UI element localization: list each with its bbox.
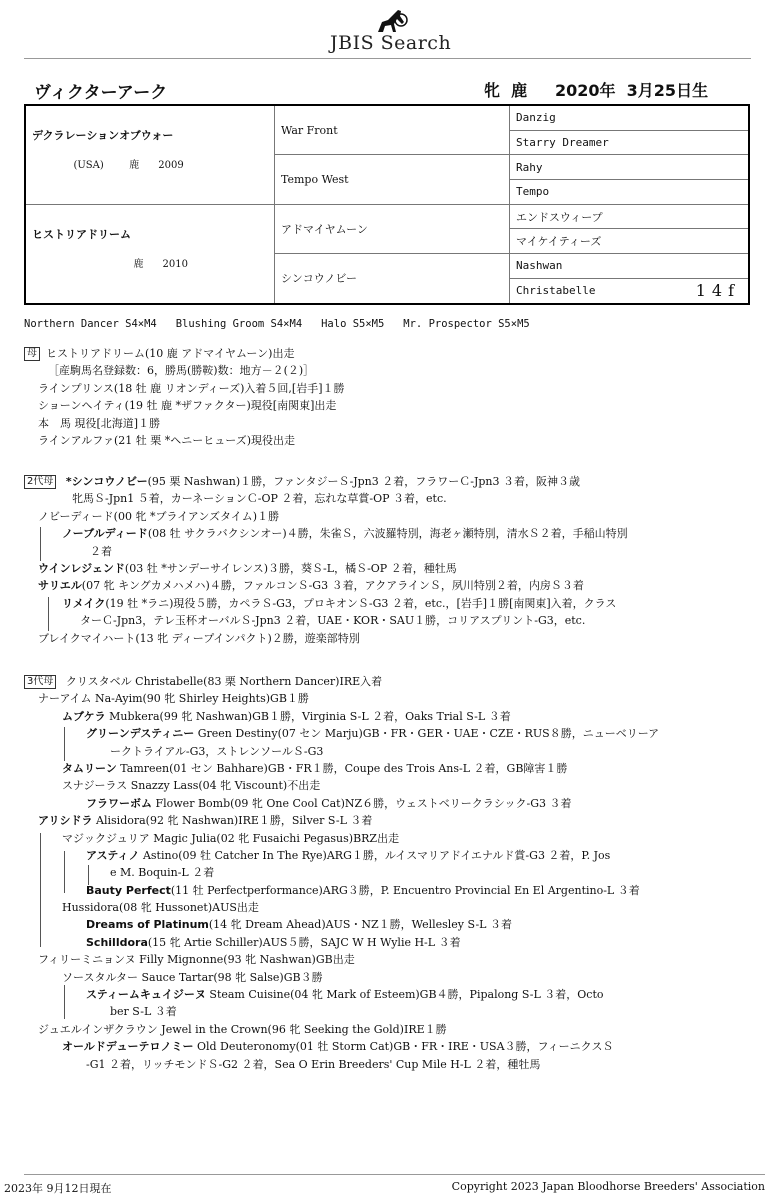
pedigree-ddd-name: Christabelle xyxy=(516,284,596,298)
dam2-tag: 2代母 xyxy=(24,475,56,489)
text: Flower Bomb(09 牝 One Cool Cat)NZ６勝，ウェストベリークラシック-G3 ３着 xyxy=(152,796,572,810)
text: Green Destiny(07 セン Marju)GB・FR・GER・UAE・CZE・RUS８勝，ニューベリーア xyxy=(194,727,660,741)
text: フィリーミニョンヌ Filly Mignonne(93 牝 Nashwan)GB出走 xyxy=(38,953,355,967)
horse-name: フラワーボム xyxy=(86,796,152,810)
text: ソースタルター Sauce Tartar(98 牝 Salse)GB３勝 xyxy=(62,970,323,984)
text: Mubkera(99 牝 Nashwan)GB１勝，Virginia S-L ２着，Oaks Trial S-L ３着 xyxy=(105,709,511,723)
horse-name: Bauty Perfect xyxy=(86,883,171,897)
dam-line: ラインアルファ(21 牡 栗 *ヘニーヒューズ)現役出走 xyxy=(38,433,296,447)
horse-name: ウインレジェンド xyxy=(38,561,125,575)
pedigree-ss: War Front xyxy=(275,105,510,155)
text: 牝馬Ｓ-Jpn1 ５着，カーネーションＣ-OP ２着，忘れな草賞-OP ３着，etc. xyxy=(72,492,447,506)
footer-copyright: Copyright 2023 Japan Bloodhorse Breeders' Association xyxy=(451,1180,765,1193)
dam3-section xyxy=(24,673,659,1073)
horse-name: Dreams of Platinum xyxy=(86,918,209,932)
pedigree-sss: Danzig xyxy=(510,105,750,130)
text: ナーアイム Na-Ayim(90 牝 Shirley Heights)GB１勝 xyxy=(38,692,309,706)
horse-name: アスティノ xyxy=(86,848,140,862)
jbis-logo[interactable] xyxy=(330,8,460,54)
dam-section xyxy=(24,345,345,449)
horse-info: 牝 鹿 2020年 3月25日生 xyxy=(484,81,709,100)
pedigree-sd: Tempo West xyxy=(275,155,510,204)
horse-name: スティームキュイジーヌ xyxy=(86,988,206,1002)
inbreeding-summary: Northern Dancer S4×M4 Blushing Groom S4×M4 Halo S5×M5 Mr. Prospector S5×M5 xyxy=(24,318,530,330)
dam-tag: 母 xyxy=(24,347,40,361)
pedigree-dss: エンドスウィープ xyxy=(510,204,750,229)
text: (07 牝 キングカメハメハ)４勝，ファルコンＳ-G3 ３着，アクアラインＳ，夙川特別２着，内房Ｓ３着 xyxy=(81,579,584,593)
lineage-bracket xyxy=(64,851,65,893)
text: ジュエルインザクラウン Jewel in the Crown(96 牝 Seeking the Gold)IRE１勝 xyxy=(38,1022,447,1036)
horse-name: ヴィクターアーク xyxy=(34,83,168,103)
sire-color: 鹿 xyxy=(129,160,140,172)
dam-color: 鹿 xyxy=(133,259,144,271)
dam-line: ヒストリアドリーム(10 鹿 アドマイヤムーン)出走 xyxy=(46,347,295,360)
dam3-tag: 3代母 xyxy=(24,675,56,689)
pedigree-table xyxy=(24,104,750,305)
text: Astino(09 牡 Catcher In The Rye)ARG１勝，ルイスマリアドイエナルド賞-G3 ２着，P. Jos xyxy=(139,848,611,862)
text: (15 牝 Artie Schiller)AUS５勝，SAJC W H Wylie H-L ３着 xyxy=(147,935,461,949)
lineage-bracket xyxy=(64,985,65,1019)
text: クリスタベル Christabelle(83 栗 Northern Dancer)IRE入着 xyxy=(65,675,383,688)
horse-name: Schilldora xyxy=(86,935,148,949)
dam-line: ラインプリンス(18 牡 鹿 リオンディーズ)入着５回,[岩手]１勝 xyxy=(38,381,345,395)
horse-name: アリシドラ xyxy=(38,814,93,828)
pedigree-sire xyxy=(25,105,275,204)
lineage-bracket xyxy=(88,865,89,885)
family-number: 14f xyxy=(695,280,740,300)
lineage-bracket xyxy=(40,833,41,947)
pedigree-dd: シンコウノビー xyxy=(275,254,510,304)
text: (14 牝 Dream Ahead)AUS・NZ１勝，Wellesley S-L ３着 xyxy=(208,918,512,932)
text: ノビーディード(00 牝 *ブライアンズタイム)１勝 xyxy=(38,509,280,523)
text: (19 牡 *ラニ)現役５勝，カペラＳ-G3，プロキオンＳ-G3 ２着，etc.，[岩手]１勝[南関東]入着，クラス xyxy=(105,596,617,610)
lineage-bracket xyxy=(64,727,65,761)
dam-name: ヒストリアドリーム xyxy=(32,228,131,242)
text: e M. Boquin-L ２着 xyxy=(110,866,215,880)
sire-origin: (USA) xyxy=(73,160,104,172)
text: Hussidora(08 牝 Hussonet)AUS出走 xyxy=(62,901,259,915)
text: スナジーラス Snazzy Lass(04 牝 Viscount)不出走 xyxy=(62,779,321,793)
text: ターＣ-Jpn3，テレ玉杯オーバルＳ-Jpn3 ２着，UAE・KOR・SAU１勝，コリアスプリント-G3，etc. xyxy=(80,614,586,628)
pedigree-dsd: マイケイティーズ xyxy=(510,229,750,254)
logo-text: JBIS Search xyxy=(330,32,452,54)
pedigree-ds: アドマイヤムーン xyxy=(275,204,510,253)
pedigree-dam xyxy=(25,204,275,303)
text: ブレイクマイハート(13 牝 ディープインパクト)２勝，遊楽部特別 xyxy=(38,631,360,645)
text: ークトライアル-G3，ストレンソールＳ-G3 xyxy=(110,744,324,758)
horse-rider-icon xyxy=(374,8,408,34)
text: (11 牡 Perfectperformance)ARG３勝，P. Encuentro Provincial En El Argentino-L ３着 xyxy=(170,883,640,897)
horse-name: ノーブルディード xyxy=(62,527,148,541)
pedigree-sds: Rahy xyxy=(510,155,750,180)
sire-name: デクラレーションオブウォー xyxy=(32,129,174,143)
text: -G1 ２着，リッチモンドＳ-G2 ２着，Sea O Erin Breeders' Cup Mile H-L ２着，種牡馬 xyxy=(86,1057,541,1071)
dam-year: 2010 xyxy=(162,259,188,271)
dam-line: ［産駒馬名登録数：6，勝馬(勝鞍)数：地方－２(２)］ xyxy=(48,364,315,378)
pedigree-ddd xyxy=(510,278,750,303)
lineage-bracket xyxy=(48,597,49,631)
sire-year: 2009 xyxy=(158,160,184,172)
text: Steam Cuisine(04 牝 Mark of Esteem)GB４勝，Pipalong S-L ３着，Octo xyxy=(205,988,604,1002)
text: (03 牡 *サンデーサイレンス)３勝，葵Ｓ-L，橘Ｓ-OP ２着，種牡馬 xyxy=(124,561,457,575)
horse-name: *シンコウノビー xyxy=(65,475,148,488)
lineage-bracket xyxy=(40,527,41,561)
text: (08 牡 サクラバクシンオー)４勝，朱雀Ｓ，六波羅特別，海老ヶ瀬特別，清水Ｓ２着，手稲山特別 xyxy=(147,527,628,541)
horse-name: オールドデューテロノミー xyxy=(62,1040,194,1054)
dam-line: ショーンヘイティ(19 牡 鹿 *ザファクター)現役[南関東]出走 xyxy=(38,399,337,413)
text: ber S-L ３着 xyxy=(110,1005,177,1019)
text: Alisidora(92 牝 Nashwan)IRE１勝，Silver S-L ３着 xyxy=(92,814,373,828)
footer-divider xyxy=(24,1174,765,1175)
text: Old Deuteronomy(01 牡 Storm Cat)GB・FR・IRE・USA３勝，フィーニクスＳ xyxy=(193,1040,614,1054)
text: マジックジュリア Magic Julia(02 牝 Fusaichi Pegasus)BRZ出走 xyxy=(62,831,400,845)
horse-name: タムリーン xyxy=(62,761,117,775)
dam-line: 本 馬 現役[北海道]１勝 xyxy=(38,416,161,430)
footer-date: 2023年 9月12日現在 xyxy=(4,1182,112,1195)
text: (95 栗 Nashwan)１勝，ファンタジーＳ-Jpn3 ２着，フラワーＣ-Jpn3 ３着，阪神３歳 xyxy=(147,475,580,488)
horse-name: リメイク xyxy=(62,596,106,610)
horse-name: グリーンデスティニー xyxy=(86,727,195,741)
header-divider xyxy=(24,58,751,59)
text: Tamreen(01 セン Bahhare)GB・FR１勝，Coupe des Trois Ans-L ２着，GB障害１勝 xyxy=(116,761,568,775)
pedigree-dds: Nashwan xyxy=(510,254,750,279)
horse-name: ムブケラ xyxy=(62,709,106,723)
horse-name: サリエル xyxy=(38,579,82,593)
pedigree-sdd: Tempo xyxy=(510,180,750,205)
text: ２着 xyxy=(90,544,112,558)
pedigree-ssd: Starry Dreamer xyxy=(510,130,750,155)
dam2-section xyxy=(24,473,628,647)
